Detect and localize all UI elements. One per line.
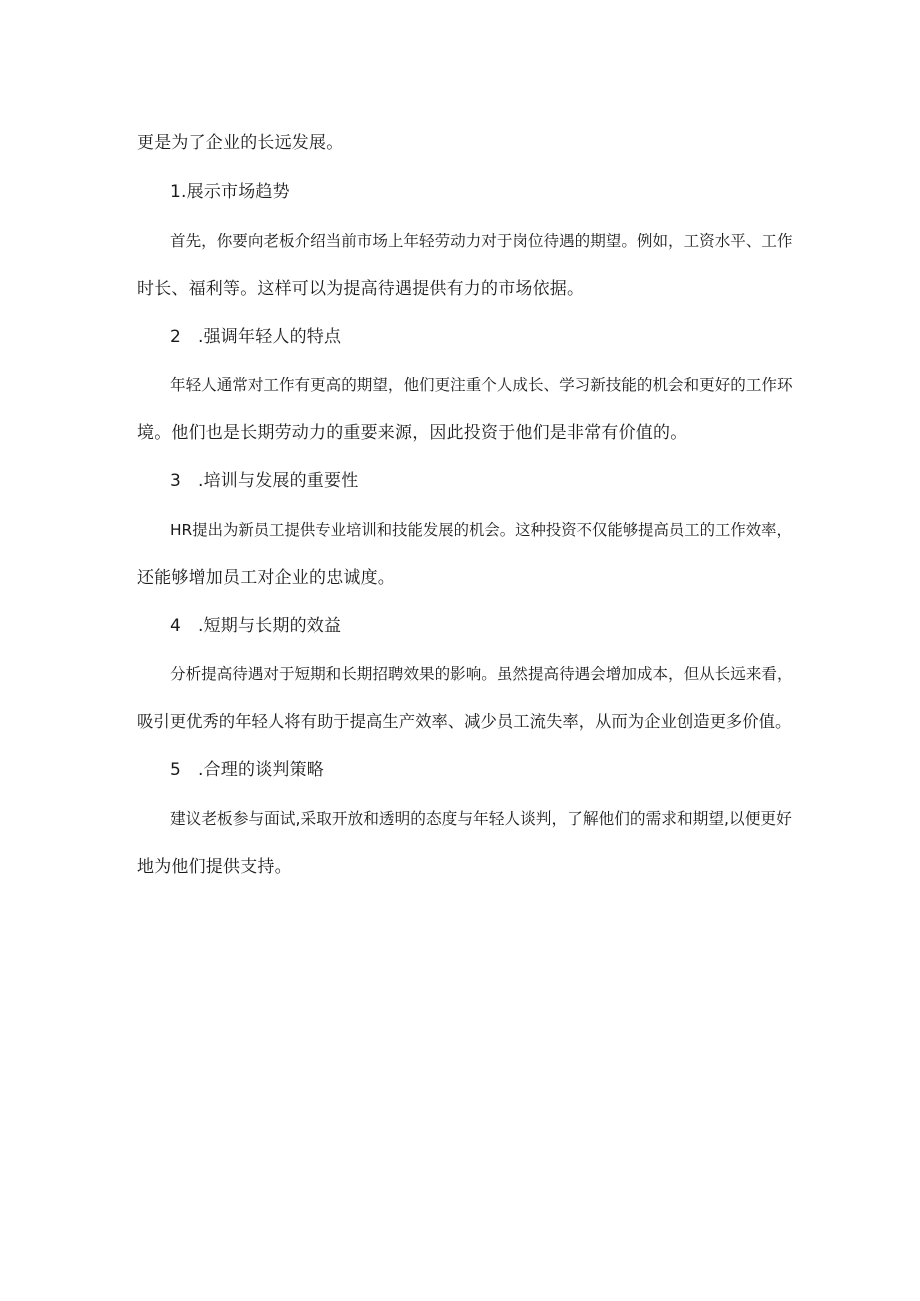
section-4-paragraph-line-1: 分析提高待遇对于短期和长期招聘效果的影响。虽然提高待遇会增加成本，但从长远来看， [170, 665, 793, 683]
section-3-number: 3 [170, 471, 182, 491]
section-5-heading [170, 758, 324, 782]
section-3-paragraph-line-2: 还能够增加员工对企业的忠诚度。 [137, 568, 395, 588]
section-3-title: .培训与发展的重要性 [198, 471, 359, 491]
section-5-paragraph-line-2: 地为他们提供支持。 [137, 857, 292, 877]
section-1-paragraph-line-1: 首先，你要向老板介绍当前市场上年轻劳动力对于岗位待遇的期望。例如，工资水平、工作 [170, 232, 793, 250]
section-2-number: 2 [170, 327, 182, 347]
section-4-heading [170, 614, 341, 638]
section-4-paragraph-line-2: 吸引更优秀的年轻人将有助于提高生产效率、减少员工流失率，从而为企业创造更多价值。 [137, 712, 792, 731]
section-1-number: 1 [170, 182, 182, 202]
section-1-paragraph-line-2: 时长、福利等。这样可以为提高待遇提供有力的市场依据。 [137, 279, 585, 299]
section-1-heading [170, 180, 290, 204]
section-2-title: .强调年轻人的特点 [198, 327, 342, 347]
section-1-title: .展示市场趋势 [181, 182, 290, 202]
section-5-number: 5 [170, 760, 182, 780]
section-4-number: 4 [170, 616, 182, 636]
section-3-heading [170, 469, 358, 493]
section-3-paragraph-line-1: HR提出为新员工提供专业培训和技能发展的机会。这种投资不仅能够提高员工的工作效率， [170, 521, 792, 539]
intro-tail-line: 更是为了企业的长远发展。 [137, 133, 344, 153]
section-5-title: .合理的谈判策略 [198, 760, 325, 780]
section-2-paragraph-line-1: 年轻人通常对工作有更高的期望，他们更注重个人成长、学习新技能的机会和更好的工作环 [170, 376, 793, 394]
section-2-heading [170, 325, 341, 349]
section-2-paragraph-line-2: 境。他们也是长期劳动力的重要来源，因此投资于他们是非常有价值的。 [137, 423, 688, 443]
section-5-paragraph-line-1: 建议老板参与面试,采取开放和透明的态度与年轻人谈判，了解他们的需求和期望,以便更好 [170, 809, 792, 828]
section-4-title: .短期与长期的效益 [198, 616, 342, 636]
